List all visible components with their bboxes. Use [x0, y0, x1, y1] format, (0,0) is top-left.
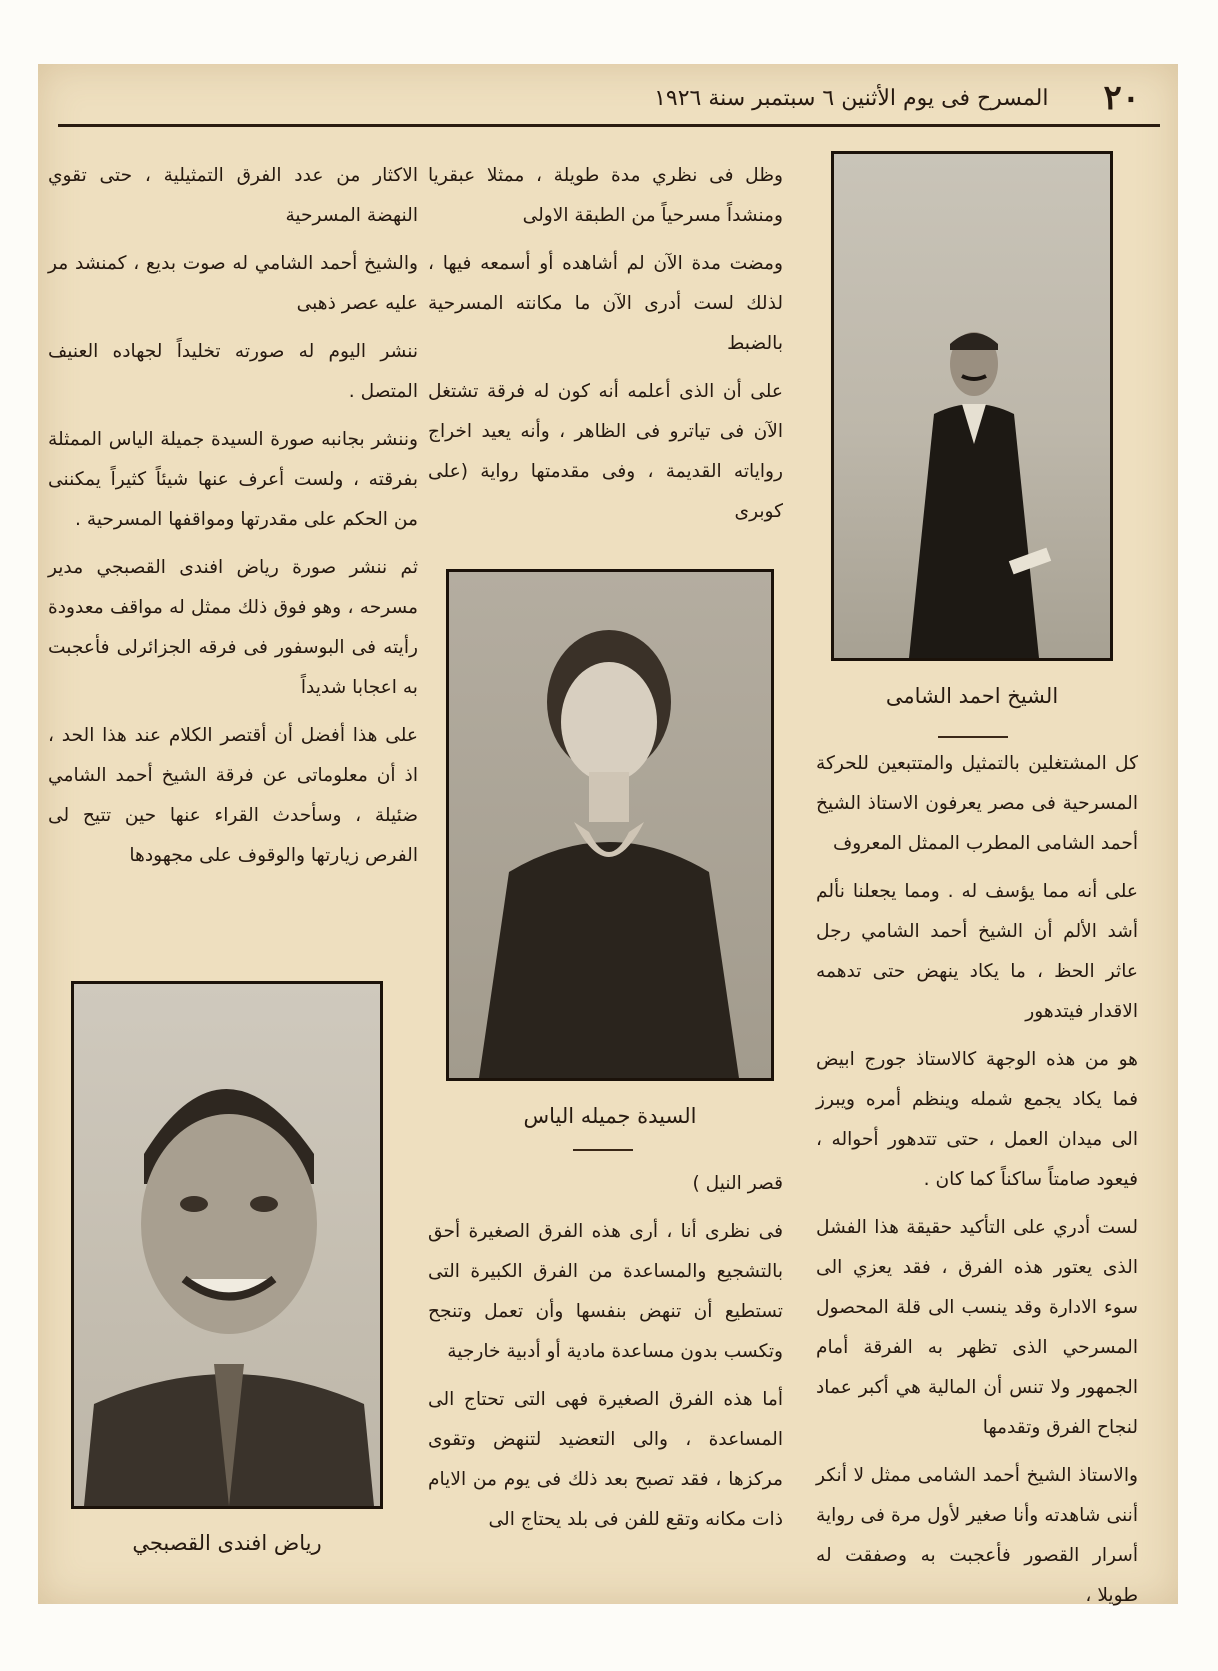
man-portrait-figure — [74, 984, 380, 1506]
paragraph: ومضت مدة الآن لم أشاهده أو أسمعه فيها ، لذلك لست أدرى الآن ما مكانته المسرحية بالضبط — [428, 253, 783, 354]
paragraph: لست أدري على التأكيد حقيقة هذا الفشل الذى يعتور هذه الفرق ، فقد يعزي الى سوء الادارة وقد ينسب الى قلة المحصول المسرحي الذى تظهر به الفرقة أمام الجمهور ولا تنس أن المالية هي أكبر عماد لنجاح الفرق وتقدمها — [816, 1217, 1138, 1438]
paragraph: كل المشتغلين بالتمثيل والمتتبعين للحركة المسرحية فى مصر يعرفون الاستاذ الشيخ أحمد الشامى المطرب الممثل المعروف — [816, 753, 1138, 854]
man-portrait-figure — [834, 154, 1110, 658]
paragraph: هو من هذه الوجهة كالاستاذ جورج ابيض فما يكاد يجمع شمله وينظم أمره ويبرز الى ميدان العمل ، حتى تتدهور أحواله ، فيعود صامتاً ساكناً كما كان . — [816, 1049, 1138, 1190]
paragraph: وظل فى نظري مدة طويلة ، ممثلا عبقريا ومنشداً مسرحياً من الطبقة الاولى — [428, 165, 783, 226]
masthead: المسرح فى يوم الأثنين ٦ سبتمبر سنة ١٩٢٦ — [654, 85, 1049, 111]
paragraph: والشيخ أحمد الشامي له صوت بديع ، كمنشد مر عليه عصر ذهبى — [48, 253, 418, 314]
caption-rule — [938, 736, 1008, 738]
caption-riyad-al-qasabgi: رياض افندى القصبجي — [132, 1531, 322, 1555]
caption-ahmed-al-shami: الشيخ احمد الشامى — [885, 684, 1059, 708]
paragraph: فى نظرى أنا ، أرى هذه الفرق الصغيرة أحق بالتشجيع والمساعدة من الفرق الكبيرة التى تستطيع أن تنهض بنفسها وأن تعمل وتنجح وتكسب بدون مساعدة مادية أو أدبية خارجية — [428, 1221, 783, 1362]
paragraph: أما هذه الفرق الصغيرة فهى التى تحتاج الى المساعدة ، والى التعضيد لتنهض وتقوى مركزها ، فقد تصبح بعد ذلك فى يوم من الايام ذات مكانه وتقع للفن فى بلد يحتاج الى — [428, 1389, 783, 1530]
paragraph: ننشر اليوم له صورته تخليداً لجهاده العنيف المتصل . — [48, 341, 418, 402]
column-middle-top — [428, 156, 783, 540]
page-header — [58, 72, 1160, 127]
photo-ahmed-al-shami — [831, 151, 1113, 661]
photo-jamila-elias — [446, 569, 774, 1081]
paragraph: على أنه مما يؤسف له . ومما يجعلنا نألم أشد الألم أن الشيخ أحمد الشامي رجل عاثر الحظ ، ما يكاد ينهض حتى تدهمه الاقدار فيتدهور — [816, 881, 1138, 1022]
photo-riyad-al-qasabgi — [71, 981, 383, 1509]
column-left — [48, 156, 418, 884]
paragraph: على هذا أفضل أن أقتصر الكلام عند هذا الحد ، اذ أن معلوماتى عن فرقة الشيخ أحمد الشامي ضئيلة ، وسأحدث القراء عنها حين تتيح لى الفرص زيارتها والوقوف على مجهودها — [48, 725, 418, 866]
paragraph: والاستاذ الشيخ أحمد الشامى ممثل لا أنكر أننى شاهدته وأنا صغير لأول مرة فى رواية أسرار القصور فأعجبت به وصفقت له طويلا ، — [816, 1465, 1138, 1606]
column-right — [816, 744, 1138, 1624]
paragraph: وننشر بجانبه صورة السيدة جميلة الياس الممثلة بفرقته ، ولست أعرف عنها شيئاً كثيراً يمكننى من الحكم على مقدرتها ومواقفها المسرحية . — [48, 429, 418, 530]
newspaper-page — [38, 64, 1178, 1604]
paragraph: ثم ننشر صورة رياض افندى القصبجي مدير مسرحه ، وهو فوق ذلك ممثل له مواقف معدودة رأيته فى البوسفور فى فرقه الجزائرلى فأعجبت به اعجابا شديداً — [48, 557, 418, 698]
paragraph: الاكثار من عدد الفرق التمثيلية ، حتى تقوي النهضة المسرحية — [48, 165, 418, 226]
column-middle-bottom — [428, 1164, 783, 1548]
woman-portrait-figure — [449, 572, 771, 1078]
page-number: ٢٠ — [1103, 78, 1140, 118]
caption-jamila-elias: السيدة جميله الياس — [523, 1104, 697, 1128]
paragraph: على أن الذى أعلمه أنه كون له فرقة تشتغل الآن فى تياترو فى الظاهر ، وأنه يعيد اخراج رواياته القديمة ، وفى مقدمتها رواية (على كوبرى — [428, 381, 783, 522]
caption-rule — [573, 1149, 633, 1151]
paragraph: قصر النيل ) — [692, 1173, 783, 1194]
